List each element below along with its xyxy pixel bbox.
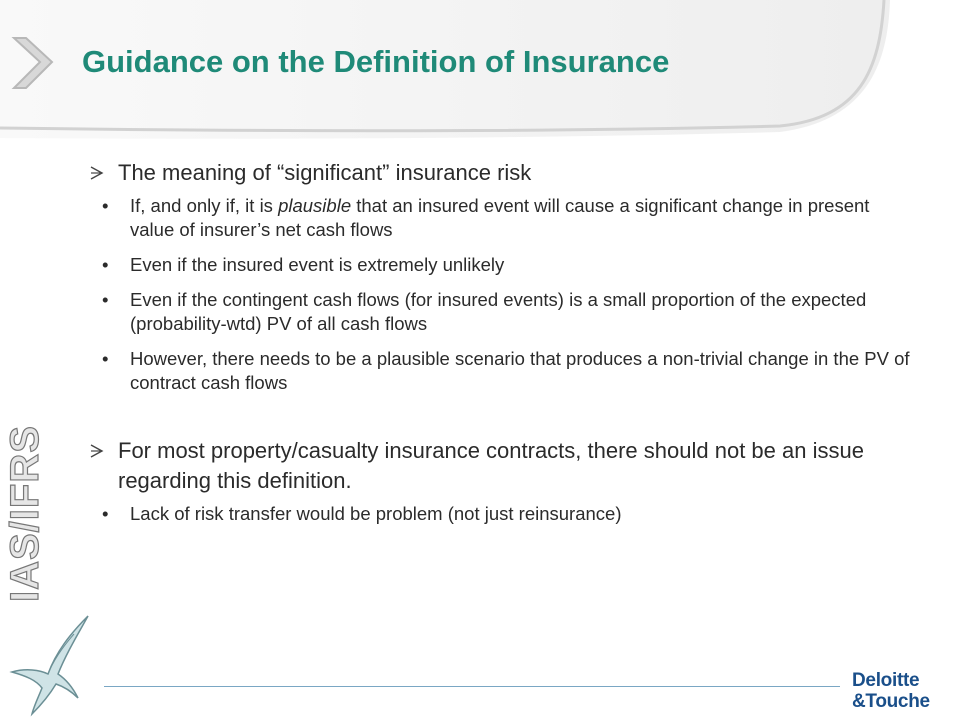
sub-bullet-text-suffix: that an insured event will cause a significant change in present value of insurer’s net cash flows xyxy=(130,195,870,240)
sub-bullet-list xyxy=(88,194,918,395)
sub-bullet-text: Even if the contingent cash flows (for insured events) is a small proportion of the expected (probability-wtd) PV of all cash flows xyxy=(130,289,867,334)
sub-bullet-item: • However, there needs to be a plausible scenario that produces a non-trivial change in the PV of contract cash flows xyxy=(102,348,910,393)
sub-bullet-item: • Even if the contingent cash flows (for insured events) is a small proportion of the expected (probability-wtd) PV of all cash flows xyxy=(102,289,867,334)
sub-bullet-text: Lack of risk transfer would be problem (not just reinsurance) xyxy=(130,503,622,524)
main-bullet-property-casualty xyxy=(88,436,918,496)
slide-content xyxy=(88,158,918,537)
sub-bullet-text: Even if the insured event is extremely unlikely xyxy=(130,254,505,275)
main-bullet-significant-risk xyxy=(88,158,918,188)
sub-bullet-text: However, there needs to be a plausible scenario that produces a non-trivial change in the PV of contract cash flows xyxy=(130,348,910,393)
company-logo xyxy=(852,670,952,712)
company-name-line1: Deloitte xyxy=(852,670,920,691)
footer-divider xyxy=(104,686,840,687)
sub-bullet-text-prefix: If, and only if, it is xyxy=(130,195,279,216)
arrow-bullet-icon xyxy=(90,444,104,458)
bird-logo-icon xyxy=(4,612,94,716)
sub-bullet-item: • Lack of risk transfer would be problem (not just reinsurance) xyxy=(102,503,622,524)
svg-text:IAS/IFRS: IAS/IFRS xyxy=(3,425,47,602)
sub-bullet-list xyxy=(88,502,918,526)
slide-title: Guidance on the Definition of Insurance xyxy=(82,44,670,79)
sub-bullet-text-italic: plausible xyxy=(278,195,352,216)
company-name-line2: &Touche xyxy=(852,691,930,712)
sub-bullet-item: • Even if the insured event is extremely unlikely xyxy=(102,254,505,275)
ias-ifrs-side-logo xyxy=(3,404,48,604)
arrow-bullet-icon xyxy=(90,166,104,180)
main-bullet-text: For most property/casualty insurance contracts, there should not be an issue regarding this definition. xyxy=(118,438,864,493)
main-bullet-text: The meaning of “significant” insurance risk xyxy=(118,160,532,185)
sub-bullet-item: • If, and only if, it is plausible that an insured event will cause a significant change in present value of insurer’s net cash flows xyxy=(102,195,870,240)
